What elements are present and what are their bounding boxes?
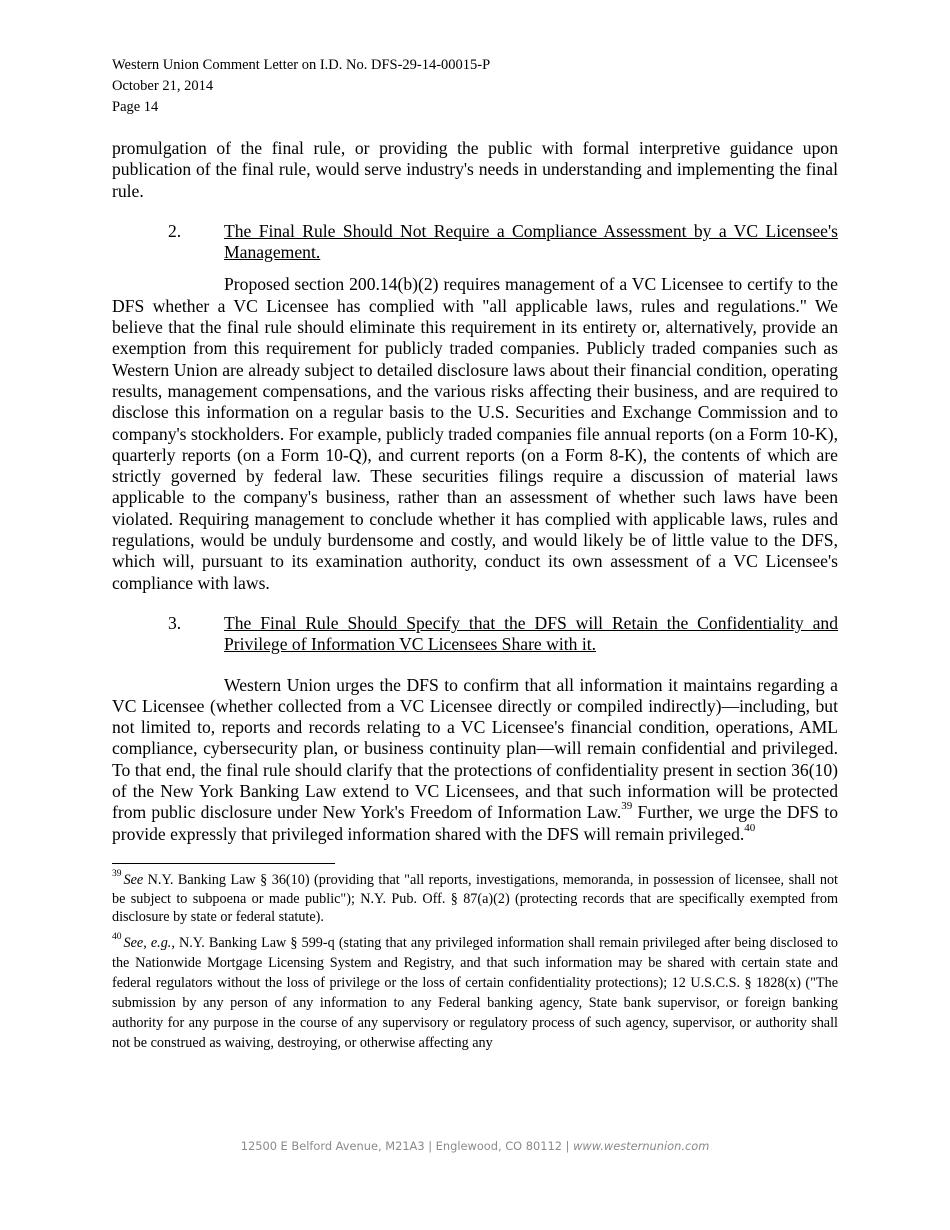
footnote-ref-40: 40 (744, 821, 756, 834)
section-3-title: The Final Rule Should Specify that the DFS will Retain the Confidentiality and Privilege of Information VC Licensees Share with it. (224, 612, 838, 655)
section-2-title: The Final Rule Should Not Require a Compliance Assessment by a VC Licensee's Management. (224, 220, 838, 263)
section-2-number: 2. (168, 220, 182, 241)
section-3-paragraph (112, 675, 838, 845)
footnote-40 (112, 933, 838, 1053)
letter-page (112, 55, 838, 1053)
letter-header (112, 55, 838, 118)
continuation-paragraph: promulgation of the final rule, or providing the public with formal interpretive guidance upon publication of the final rule, would serve industry's needs in understanding and implementing the final rule. (112, 138, 838, 201)
section-2-heading (112, 221, 838, 264)
header-title: Western Union Comment Letter on I.D. No. DFS-29-14-00015-P (112, 57, 491, 73)
footnote-39-signal: See (123, 871, 144, 888)
footnote-40-text: , N.Y. Banking Law § 599-q (stating that any privileged information shall remain privileged after being disclosed to the Nationwide Mortgage Licensing System and Registry, and that such information may be shared with certain state and federal regulators without the loss of privilege or the loss of certain confidentiality protections); 12 U.S.C.S. § 1828(x) ("The submission by any person of any information to any Federal banking agency, State bank supervisor, or foreign banking authority for any purpose in the course of any supervisory or regulatory process of such agency, supervisor, or authority shall not be construed as waiving, destroying, or otherwise affecting any (112, 934, 838, 1051)
footnote-39-number: 39 (112, 869, 122, 880)
footnote-39 (112, 871, 838, 927)
footnote-ref-39: 39 (621, 800, 633, 813)
section-2-paragraph: Proposed section 200.14(b)(2) requires management of a VC Licensee to certify to the DFS whether a VC Licensee has complied with "all applicable laws, rules and regulations." We believe that the final rule should eliminate this requirement in its entirety or, alternatively, provide an exemption from this requirement for publicly traded companies. Publicly traded companies such as Western Union are already subject to detailed disclosure laws about their financial condition, operating results, management compensations, and the various risks affecting their business, and are required to disclose this information on a regular basis to the U.S. Securities and Exchange Commission and to company's stockholders. For example, publicly traded companies file annual reports (on a Form 10-K), quarterly reports (on a Form 10-Q), and current reports (on a Form 8-K), the contents of which are strictly governed by federal law. These securities filings require a discussion of material laws applicable to the company's business, rather than an assessment of whether such laws have been violated. Requiring management to conclude whether it has complied with applicable laws, rules and regulations, would be unduly burdensome and costly, and would likely be of little value to the DFS, which will, pursuant to its examination authority, conduct its own assessment of a VC Licensee's compliance with laws. (112, 274, 838, 593)
section-3-heading (112, 613, 838, 656)
header-date: October 21, 2014 (112, 78, 214, 94)
footnote-39-text: N.Y. Banking Law § 36(10) (providing that "all reports, investigations, memoranda, in possession of licensee, shall not be subject to subpoena or made public"); N.Y. Pub. Off. § 87(a)(2) (protecting records that are specifically exempted from disclosure by state or federal statute). (112, 871, 838, 926)
header-page-number: Page 14 (112, 99, 159, 115)
footnote-40-number: 40 (112, 931, 122, 942)
section-3-number: 3. (168, 612, 182, 633)
section-3-text-part2: Further, we urge the DFS to provide expressly that privileged information shared with the DFS will remain privileged. (112, 802, 838, 844)
footnote-divider (112, 863, 335, 864)
footnote-40-signal: See, e.g. (123, 934, 172, 951)
footer-address: 12500 E Belford Avenue, M21A3 | Englewood, CO 80112 | (240, 1139, 574, 1153)
page-footer (0, 1139, 950, 1153)
footer-website-link[interactable]: www.westernunion.com (573, 1139, 710, 1153)
section-3-text-part1: Western Union urges the DFS to confirm that all information it maintains regarding a VC Licensee (whether collected from a VC Licensee directly or compiled indirectly)—including, but not limited to, reports and records relating to a VC Licensee's financial condition, operations, AML compliance, cybersecurity plan, or business continuity plan—will remain confidential and privileged. To that end, the final rule should clarify that the protections of confidentiality present in section 36(10) of the New York Banking Law extend to VC Licensees, and that such information will be protected from public disclosure under New York's Freedom of Information Law. (112, 674, 838, 823)
